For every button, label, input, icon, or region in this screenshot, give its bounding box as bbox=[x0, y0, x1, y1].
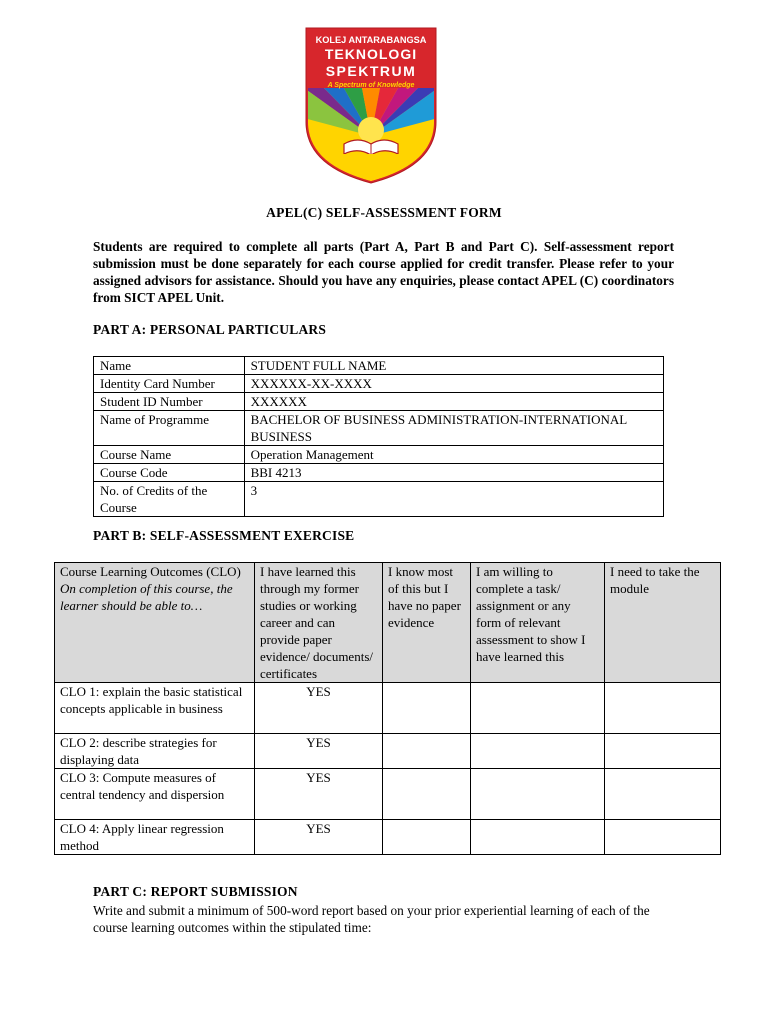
header-col-take-module: I need to take the module bbox=[605, 563, 721, 683]
evidence-cell[interactable]: YES bbox=[255, 769, 383, 820]
label-cell: Identity Card Number bbox=[94, 375, 245, 393]
table-row bbox=[94, 482, 664, 517]
table-row bbox=[55, 820, 721, 855]
form-title: APEL(C) SELF-ASSESSMENT FORM bbox=[266, 205, 502, 220]
logo-tagline: A Spectrum of Knowledge bbox=[327, 82, 415, 89]
logo-line-3: SPEKTRUM bbox=[325, 63, 417, 79]
label-cell: Name of Programme bbox=[94, 411, 245, 446]
table-row bbox=[94, 393, 664, 411]
assessment-cell[interactable] bbox=[471, 734, 605, 769]
header-clo-note: On completion of this course, the learner should be able to… bbox=[60, 581, 233, 613]
no-evidence-cell[interactable] bbox=[383, 683, 471, 734]
logo-line-1: KOLEJ ANTARABANGSA bbox=[315, 35, 427, 45]
value-cell: 3 bbox=[244, 482, 663, 517]
header-clo-title: Course Learning Outcomes (CLO) bbox=[60, 564, 241, 579]
header-clo bbox=[55, 563, 255, 683]
assessment-cell[interactable] bbox=[471, 820, 605, 855]
no-evidence-cell[interactable] bbox=[383, 820, 471, 855]
value-cell: BACHELOR OF BUSINESS ADMINISTRATION-INTERNATIONAL BUSINESS bbox=[244, 411, 663, 446]
table-row bbox=[55, 683, 721, 734]
table-row bbox=[94, 464, 664, 482]
intro-paragraph: Students are required to complete all parts (Part A, Part B and Part C). Self-assessment report submission must be done separately for each course applied for credit transfer. Please refer to your assigned advisors for assistance. Should you have any enquiries, please contact APEL (C) coordinators from SICT APEL Unit. bbox=[93, 239, 674, 305]
self-assessment-table bbox=[54, 562, 721, 855]
college-logo bbox=[304, 26, 438, 184]
table-row bbox=[55, 734, 721, 769]
label-cell: Student ID Number bbox=[94, 393, 245, 411]
table-row bbox=[55, 769, 721, 820]
table-row bbox=[94, 446, 664, 464]
take-module-cell[interactable] bbox=[605, 820, 721, 855]
assessment-cell[interactable] bbox=[471, 769, 605, 820]
evidence-cell[interactable]: YES bbox=[255, 820, 383, 855]
label-cell: No. of Credits of the Course bbox=[94, 482, 245, 517]
label-cell: Course Code bbox=[94, 464, 245, 482]
value-cell: XXXXXX-XX-XXXX bbox=[244, 375, 663, 393]
header-col-no-evidence: I know most of this but I have no paper evidence bbox=[383, 563, 471, 683]
evidence-cell[interactable]: YES bbox=[255, 734, 383, 769]
clo-cell: CLO 2: describe strategies for displaying data bbox=[55, 734, 255, 769]
value-cell: XXXXXX bbox=[244, 393, 663, 411]
value-cell: Operation Management bbox=[244, 446, 663, 464]
header-row bbox=[55, 563, 721, 683]
label-cell: Course Name bbox=[94, 446, 245, 464]
part-b-title: PART B: SELF-ASSESSMENT EXERCISE bbox=[93, 528, 355, 543]
take-module-cell[interactable] bbox=[605, 769, 721, 820]
table-row bbox=[94, 375, 664, 393]
clo-cell: CLO 1: explain the basic statistical concepts applicable in business bbox=[55, 683, 255, 734]
no-evidence-cell[interactable] bbox=[383, 734, 471, 769]
part-c-instructions: Write and submit a minimum of 500-word report based on your prior experiential learning of each of the course learning outcomes within the stipulated time: bbox=[93, 903, 650, 935]
label-cell: Name bbox=[94, 357, 245, 375]
table-row bbox=[94, 357, 664, 375]
personal-particulars-table bbox=[93, 356, 664, 517]
no-evidence-cell[interactable] bbox=[383, 769, 471, 820]
value-cell: BBI 4213 bbox=[244, 464, 663, 482]
take-module-cell[interactable] bbox=[605, 683, 721, 734]
part-a-title: PART A: PERSONAL PARTICULARS bbox=[93, 322, 327, 337]
value-cell: STUDENT FULL NAME bbox=[244, 357, 663, 375]
take-module-cell[interactable] bbox=[605, 734, 721, 769]
logo-line-2: TEKNOLOGI bbox=[324, 46, 418, 62]
header-col-assessment: I am willing to complete a task/ assignment or any form of relevant assessment to show I have learned this bbox=[471, 563, 605, 683]
table-row bbox=[94, 411, 664, 446]
clo-cell: CLO 4: Apply linear regression method bbox=[55, 820, 255, 855]
evidence-cell[interactable]: YES bbox=[255, 683, 383, 734]
assessment-cell[interactable] bbox=[471, 683, 605, 734]
part-c-title: PART C: REPORT SUBMISSION bbox=[93, 884, 298, 899]
header-col-evidence: I have learned this through my former studies or working career and can provide paper evidence/ documents/ certificates bbox=[255, 563, 383, 683]
clo-cell: CLO 3: Compute measures of central tendency and dispersion bbox=[55, 769, 255, 820]
